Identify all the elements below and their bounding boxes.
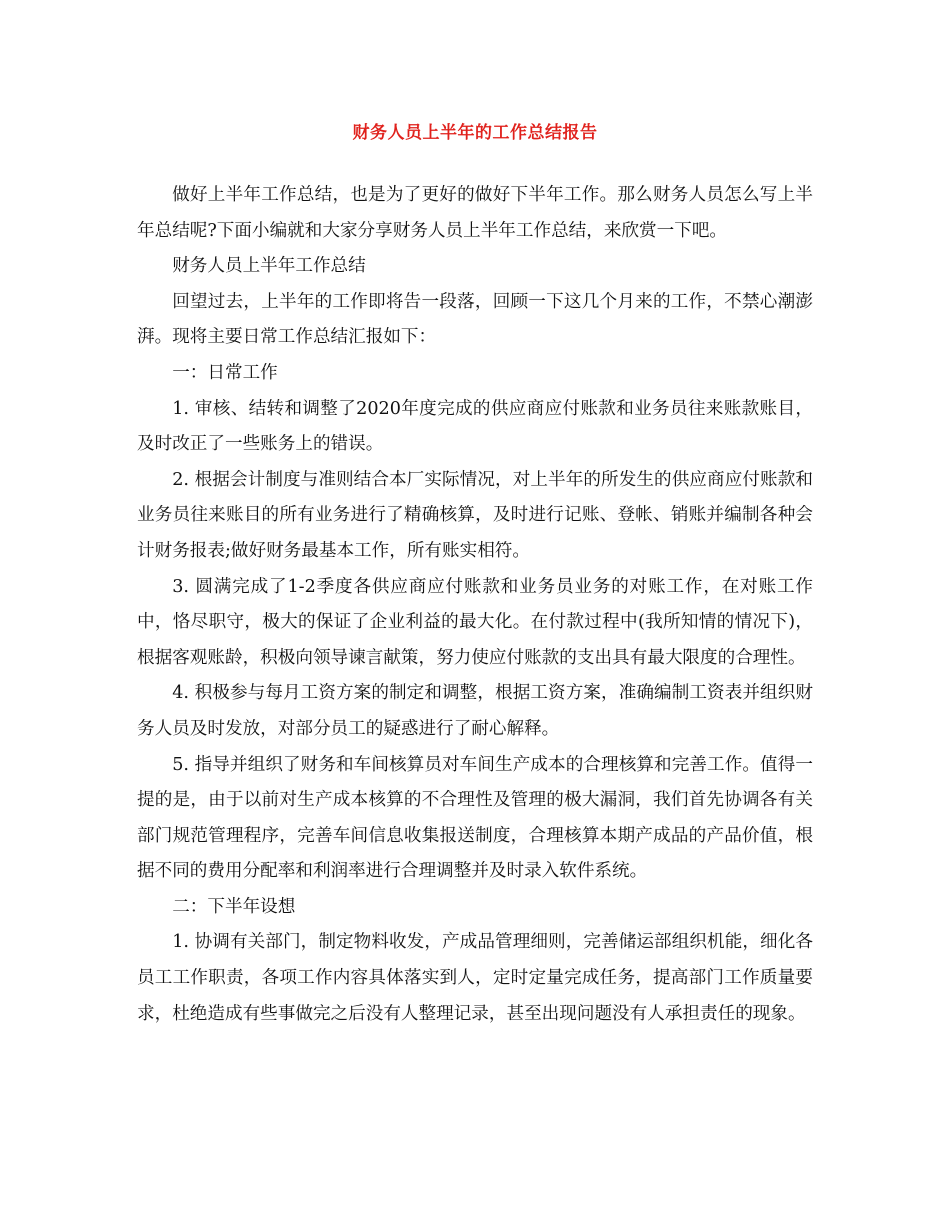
paragraph-item-3: 3. 圆满完成了1-2季度各供应商应付账款和业务员业务的对账工作，在对账工作中，恪尽职守，极大的保证了企业利益的最大化。在付款过程中(我所知情的情况下)，根据客观账龄，积极向领导谏言献策，努力使应付账款的支出具有最大限度的合理性。 xyxy=(137,576,813,668)
paragraph-item-2: 2. 根据会计制度与准则结合本厂实际情况，对上半年的所发生的供应商应付账款和业务员往来账目的所有业务进行了精确核算，及时进行记账、登帐、销账并编制各种会计财务报表;做好财务最基本工作，所有账实相符。 xyxy=(137,469,813,561)
paragraph-plan-item-1: 1. 协调有关部门，制定物料收发，产成品管理细则，完善储运部组织机能，细化各员工工作职责，各项工作内容具体落实到人，定时定量完成任务，提高部门工作质量要求，杜绝造成有些事做完之后没有人整理记录，甚至出现问题没有人承担责任的现象。 xyxy=(137,932,813,1024)
paragraph-intro: 做好上半年工作总结，也是为了更好的做好下半年工作。那么财务人员怎么写上半年总结呢?下面小编就和大家分享财务人员上半年工作总结，来欣赏一下吧。 xyxy=(137,185,813,241)
section-heading-daily-work: 一：日常工作 xyxy=(172,362,278,383)
paragraph-review: 回望过去，上半年的工作即将告一段落，回顾一下这几个月来的工作，不禁心潮澎湃。现将主要日常工作总结汇报如下： xyxy=(137,291,813,348)
paragraph-item-5: 5. 指导并组织了财务和车间核算员对车间生产成本的合理核算和完善工作。值得一提的是，由于以前对生产成本核算的不合理性及管理的极大漏洞，我们首先协调各有关部门规范管理程序，完善车间信息收集报送制度，合理核算本期产成品的产品价值，根据不同的费用分配率和利润率进行合理调整并及时录入软件系统。 xyxy=(137,754,813,882)
paragraph-subtitle: 财务人员上半年工作总结 xyxy=(172,256,366,277)
paragraph-item-4: 4. 积极参与每月工资方案的制定和调整，根据工资方案，准确编制工资表并组织财务人员及时发放，对部分员工的疑惑进行了耐心解释。 xyxy=(137,683,813,739)
document-title: 财务人员上半年的工作总结报告 xyxy=(352,123,598,143)
paragraph-item-1: 1. 审核、结转和调整了2020年度完成的供应商应付账款和业务员往来账款账目，及时改正了一些账务上的错误。 xyxy=(137,398,813,455)
document-body xyxy=(137,178,813,1032)
section-heading-second-half-plan: 二：下半年设想 xyxy=(172,896,296,917)
